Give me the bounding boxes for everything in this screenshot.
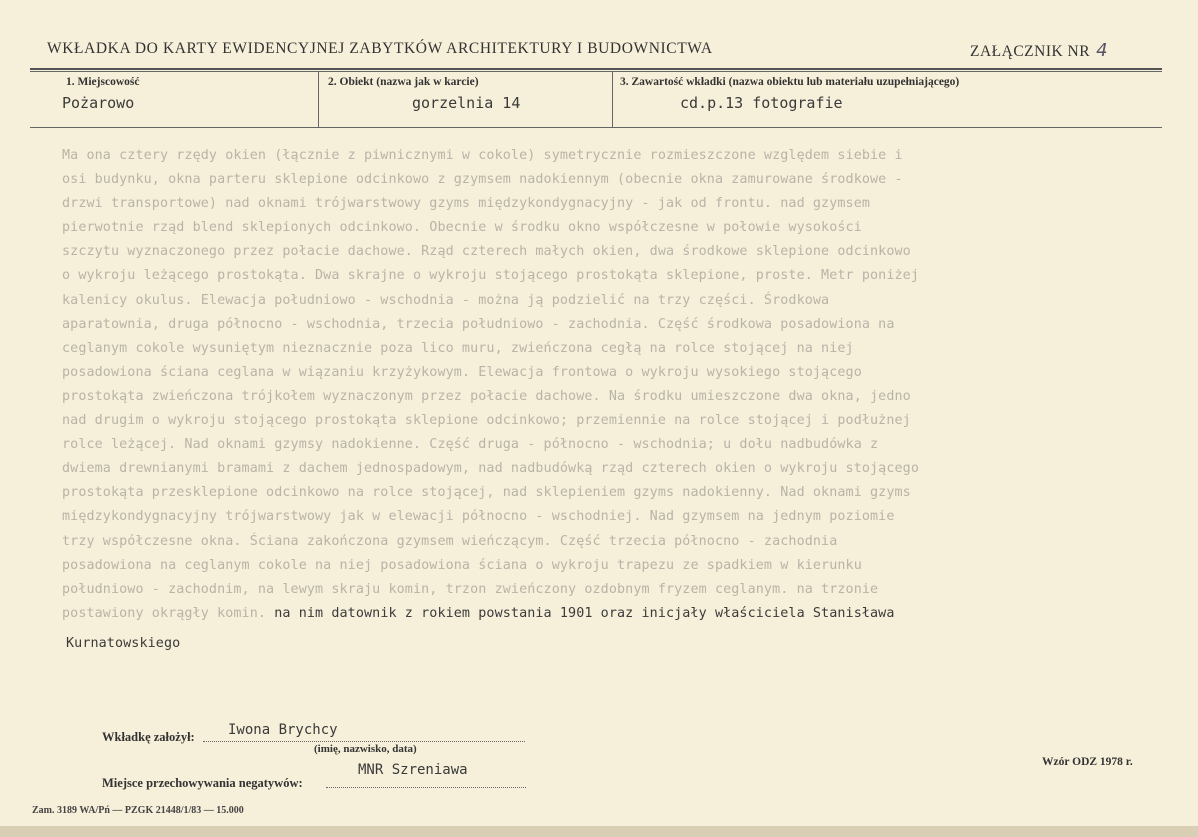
description-line: o wykroju leżącego prostokąta. Dwa skrajne o wykroju stojącego prostokąta sklepione, proste. Metr poniżej (62, 268, 919, 284)
description-line: międzykondygnacyjny trójwarstwowy jak w elewacji północno - wschodniej. Nad gzymsem na jednym poziomie (62, 509, 895, 525)
description-line: kalenicy okulus. Elewacja południowo - wschodnia - można ją podzielić na trzy części. Środkowa (62, 292, 830, 308)
storage-line (326, 787, 526, 788)
description-line: południowo - zachodnim, na lewym skraju komin, trzon zwieńczony ozdobnym fryzem ceglanym. na trzonie (62, 581, 879, 597)
description-line: osi budynku, okna parteru sklepione odcinkowo z gzymsem nadokiennym (obecnie okna zamurowane środkowe - (62, 172, 903, 188)
description-line: rolce leżącej. Nad oknami gzymsy nadokienne. Część druga - północno - wschodnia; u dołu nadbudówka z (62, 437, 879, 453)
description-line: prostokąta zwieńczona trójkołem wyznaczonym przez połacie dachowe. Na środku umieszczone dwa okna, jedno (62, 388, 911, 404)
description-final-line: Kurnatowskiego (66, 635, 181, 651)
annex-label-text: ZAŁĄCZNIK NR (970, 43, 1091, 60)
object-label: 2. Obiekt (nazwa jak w karcie) (328, 76, 479, 88)
annex-number: 4 (1096, 40, 1109, 61)
description-line: ceglanym cokole wysuniętym nieznacznie poza lico muru, zwieńczona cegłą na rolce stojącej na niej (62, 340, 854, 356)
form-model-note: Wzór ODZ 1978 r. (1042, 756, 1133, 768)
form-title: WKŁADKA DO KARTY EWIDENCYJNEJ ZABYTKÓW ARCHITEKTURY I BUDOWNICTWA (47, 40, 713, 57)
column-divider-1 (318, 72, 319, 127)
top-rule (30, 68, 1162, 70)
description-line: Ma ona cztery rzędy okien (łącznie z piwnicznymi w cokole) symetrycznie rozmieszczone względem siebie i (62, 148, 903, 163)
field-rule (30, 127, 1162, 128)
created-by-label: Wkładkę założył: (102, 730, 195, 744)
description-line: szczytu wyznaczonego przez połacie dachowe. Rząd czterech małych okien, dwa środkowe sklepione odcinkowo (62, 244, 911, 260)
created-by-value: Iwona Brychcy (228, 722, 338, 738)
description-line: pierwotnie rząd blend sklepionych odcinkowo. Obecnie w środku okno współczesne w połowie wysokości (62, 220, 862, 236)
print-footer: Zam. 3189 WA/Pń — PZGK 21448/1/83 — 15.000 (32, 805, 244, 816)
description-line: nad drugim o wykroju stojącego prostokąta sklepione odcinkowo; przemiennie na rolce stojącej i podłużnej (62, 413, 911, 429)
description-line: drzwi transportowe) nad oknami trójwarstwowy gzyms międzykondygnacyjny - jak od frontu. nad gzymsem (62, 196, 871, 212)
description-line: posadowiona na ceglanym cokole na niej posadowiona ściana o wykroju trapezu ze spadkiem w kierunku (62, 557, 862, 573)
content-value: cd.p.13 fotografie (680, 94, 843, 112)
annex-label (970, 40, 1108, 61)
created-by-line (203, 741, 525, 742)
column-divider-2 (612, 72, 613, 127)
description-dark-segment: na nim datownik z rokiem powstania 1901 oraz inicjały właściciela Stanisława (266, 605, 895, 621)
object-value: gorzelnia 14 (412, 94, 521, 112)
description-line (62, 602, 1130, 626)
description-line: dwiema drewnianymi bramami z dachem jednospadowym, nad nadbudówką rząd czterech okien o wykroju stojącego (62, 461, 919, 477)
top-rule-thin (30, 71, 1162, 72)
storage-value: MNR Szreniawa (358, 762, 468, 778)
description-line: aparatownia, druga północno - wschodnia, trzecia południowo - zachodnia. Część środkowa posadowiona na (62, 316, 895, 332)
locality-label: 1. Miejscowość (66, 76, 140, 88)
scan-edge (0, 826, 1198, 837)
description-line: posadowiona ściana ceglana w wiązaniu krzyżykowym. Elewacja frontowa o wykroju wysokiego stojącego (62, 364, 862, 380)
description-line: prostokąta przesklepione odcinkowo na rolce stojącej, nad sklepieniem gzyms nadokienny. Nad oknami gzyms (62, 485, 911, 501)
created-by-hint: (imię, nazwisko, data) (314, 743, 417, 755)
storage-label: Miejsce przechowywania negatywów: (102, 776, 303, 790)
description-line: trzy współczesne okna. Ściana zakończona gzymsem wieńczącym. Część trzecia północno - zachodnia (62, 533, 838, 549)
content-label: 3. Zawartość wkładki (nazwa obiektu lub materiału uzupełniającego) (620, 76, 960, 88)
description-faint-segment: postawiony okrągły komin. (62, 605, 267, 621)
description-text (62, 144, 1130, 656)
locality-value: Pożarowo (62, 94, 135, 112)
